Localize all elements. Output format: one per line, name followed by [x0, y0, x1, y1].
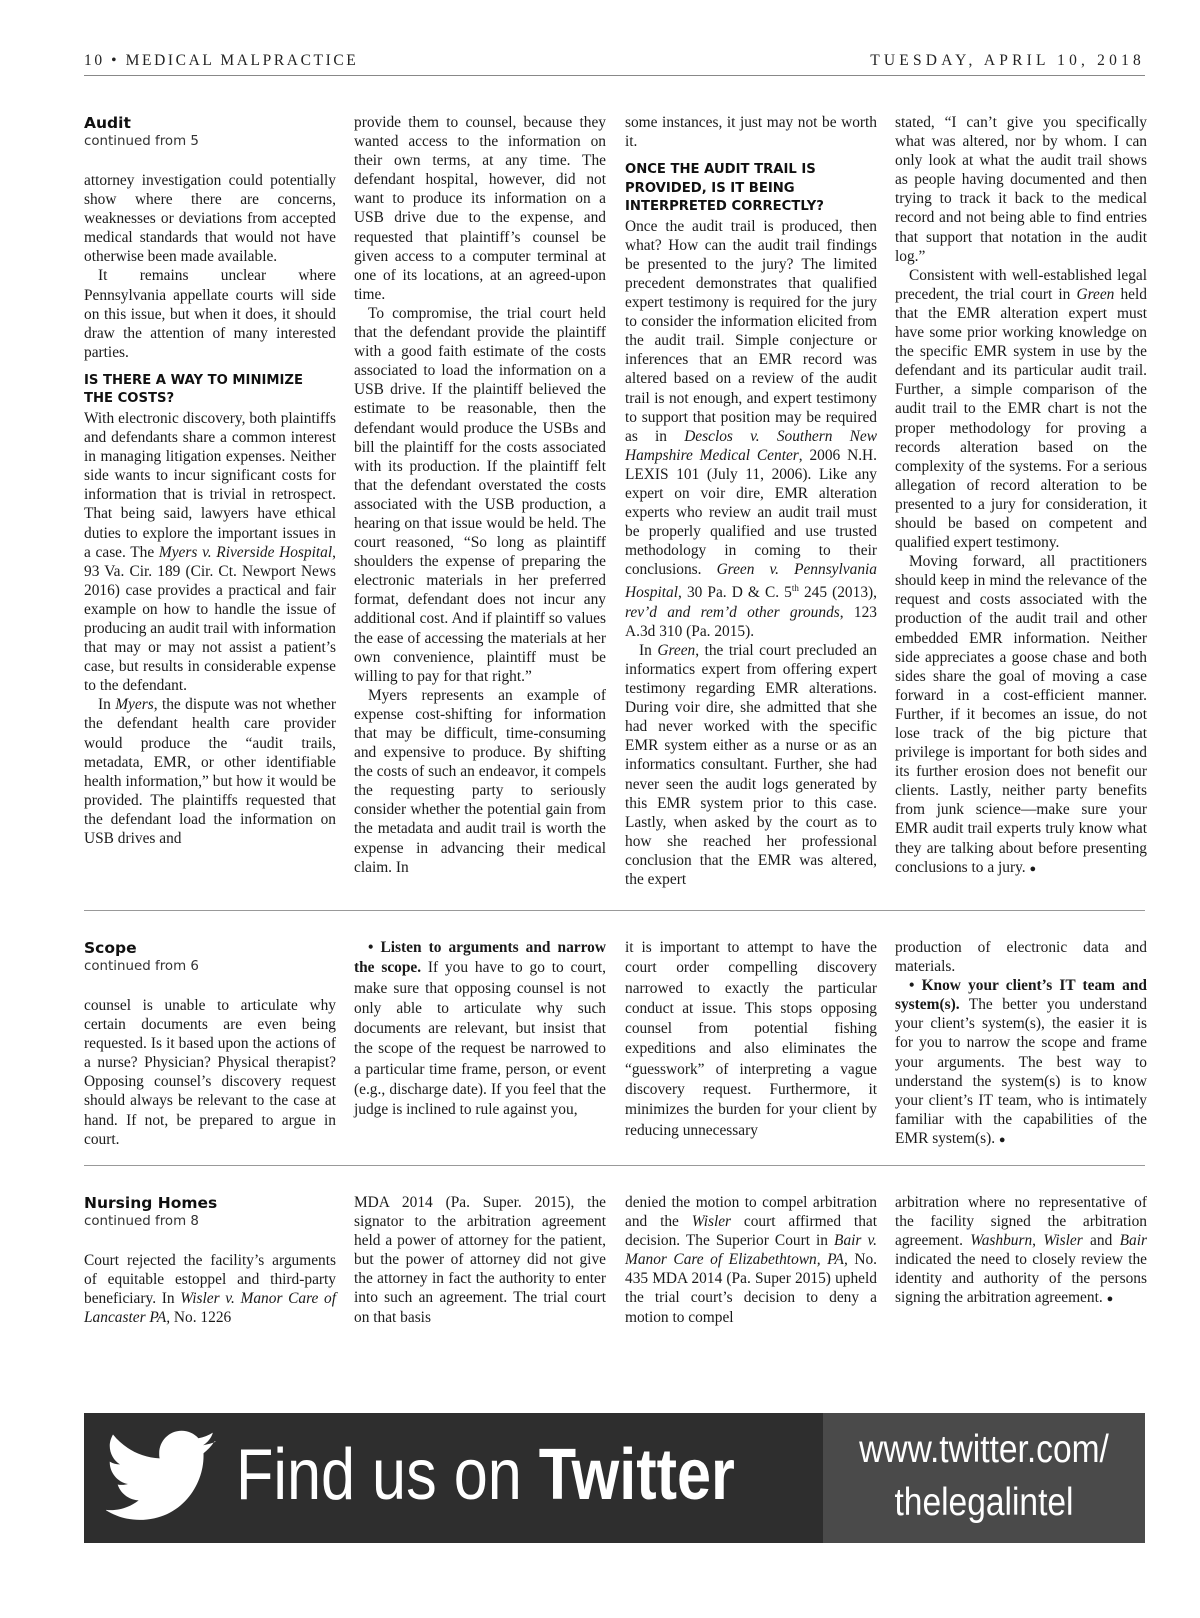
audit-paragraph: In Myers, the dispute was not whether the defendant health care provider would produce the “audit trails, metadata, EMR, or other identifiable health information,” but how it would be provided. The plaintiffs requested that the defendant load the information on USB drives and: [84, 696, 336, 847]
twitter-bird-icon: [106, 1429, 218, 1525]
nursing-column-1: [84, 1193, 336, 1327]
case-citation: Bair: [1119, 1232, 1147, 1250]
nursing-paragraph: denied the motion to compel arbitration and the Wisler court affirmed that decision. The Superior Court in Bair v. Manor Care of Elizabethtown, PA, No. 435 MDA 2014 (Pa. Super 2015) upheld the trial court’s decision to deny a motion to compel: [625, 1194, 877, 1326]
audit-paragraph: provide them to counsel, because they wanted access to the information on their own terms, at any time. The defendant hospital, however, did not want to produce its information on a USB drive due to the expense, and requested that plaintiff’s counsel be given access to a computer terminal at one of its locations, at an agreed-upon time.: [354, 114, 606, 303]
case-citation: Green: [1076, 285, 1115, 303]
nursing-column-3: [625, 1193, 877, 1327]
scope-column-4: [895, 938, 1147, 1150]
nursing-column-2: [354, 1193, 606, 1327]
audit-title: Audit: [84, 114, 131, 132]
twitter-banner[interactable]: [84, 1413, 1145, 1543]
section-divider: [84, 910, 1145, 911]
case-citation: Myers: [115, 696, 154, 714]
audit-subhead-costs: IS THERE A WAY TO MINIMIZE THE COSTS?: [84, 372, 303, 407]
twitter-url[interactable]: [823, 1413, 1145, 1543]
audit-subhead-interpretation: ONCE THE AUDIT TRAIL IS PROVIDED, IS IT BEING INTERPRETED CORRECTLY?: [625, 162, 824, 215]
nursing-title: Nursing Homes: [84, 1194, 218, 1212]
audit-continued: continued from 5: [84, 134, 199, 149]
audit-paragraph: In Green, the trial court precluded an informatics expert from offering expert testimony regarding EMR alterations. During voir dire, she admitted that she had never worked with the specific EMR system either as a nurse or as an informatics consultant. Further, she had never seen the audit logs generated by this EMR system prior to this case. Lastly, when asked by the court as to how she reached her professional conclusion that the EMR was altered, the expert: [625, 641, 877, 888]
page-header: [84, 52, 1145, 74]
case-citation: Wisler v. Manor Care of Lancaster PA,: [84, 1290, 337, 1327]
find-us-heading: Find us on Twitter: [236, 1435, 735, 1515]
scope-column-3: [625, 938, 877, 1141]
scope-bullet: • Know your client’s IT team and system(s). The better you understand your client’s system(s), the easier it is for you to narrow the scope and frame your arguments. The best way to understand the system(s) is to know your client’s IT team, who is intimately familiar with the capabilities of the EMR system(s). ●: [895, 977, 1147, 1147]
case-citation: Wisler: [691, 1213, 732, 1231]
end-mark-icon: ●: [1106, 1293, 1114, 1306]
twitter-url-line-1: www.twitter.com/: [859, 1428, 1109, 1471]
audit-paragraph: It remains unclear where Pennsylvania appellate courts will side on this issue, but when it does, it should draw the attention of many interested parties.: [84, 267, 336, 361]
twitter-banner-left: [84, 1413, 823, 1543]
audit-paragraph: Once the audit trail is produced, then what? How can the audit trail findings be presented to the jury? The limited precedent demonstrates that qualified expert testimony is required for the jury to consider the information elicited from the audit trail. Simple conjecture or inferences that an EMR record was altered based on a review of the audit trail is not enough, and expert testimony to support that position may be required as in Desclos v. Southern New Hampshire Medical Center, 2006 N.H. LEXIS 101 (July 11, 2006). Like any expert on voir dire, EMR alteration experts who review an audit trail must be properly qualified and use trusted methodology in coming to their conclusions. Green v. Pennsylvania Hospital, 30 Pa. D & C. 5th 245 (2013), rev’d and rem’d other grounds, 123 A.3d 310 (Pa. 2015).: [625, 217, 878, 640]
case-citation: Green v. Pennsylvania Hospital: [625, 561, 877, 602]
scope-column-1: [84, 938, 336, 1149]
audit-paragraph: Myers represents an example of expense cost-shifting for information that may be difficult, time-consuming and expensive to produce. By shifting the costs of such an endeavor, it compels the requesting party to seriously consider whether the potential gain from the metadata and audit trail is worth the expense in advancing their medical claim. In: [354, 686, 606, 876]
nursing-paragraph: MDA 2014 (Pa. Super. 2015), the signator to the arbitration agreement held a power of attorney for the patient, but the power of attorney did not give the attorney in fact the authority to enter into such an agreement. The trial court on that basis: [354, 1194, 606, 1326]
audit-paragraph: To compromise, the trial court held that the defendant provide the plaintiff with a good faith estimate of the costs associated to load the information on a USB drive. If the plaintiff believed the estimate to be reasonable, then the defendant would produce the USBs and bill the plaintiff for the costs associated with its production. If the plaintiff felt that the defendant overstated the costs associated with the USB production, a hearing on that issue would be held. The court reasoned, “So long as plaintiff shoulders the expense of preparing the electronic materials in her preferred format, defendant does not incur any additional cost. And if plaintiff so values the ease of accessing the materials at her own convenience, plaintiff must be willing to pay for that right.”: [354, 304, 606, 685]
scope-paragraph: counsel is unable to articulate why certain documents are even being requested. Is it based upon the actions of a nurse? Physician? Physical therapist? Opposing counsel’s discovery request should always be relevant to the case at hand. If not, be prepared to argue in court.: [84, 997, 336, 1148]
audit-column-1: [84, 113, 336, 848]
end-mark-icon: ●: [998, 1133, 1006, 1146]
audit-article: [84, 113, 1145, 889]
case-citation: Myers v. Riverside Hospital: [158, 543, 333, 561]
audit-paragraph: stated, “I can’t give you specifically what was altered, nor by whom. I can only look at what the audit trail shows as people having documented and then trying to track it back to the medical record and not being able to find entries that support that notation in the audit log.”: [895, 114, 1147, 265]
scope-column-2: [354, 938, 606, 1121]
audit-paragraph: Consistent with well-established legal precedent, the trial court in Green held that the EMR alteration expert must have some prior working knowledge on the specific EMR system in use by the defendant and its particular audit trail. Further, a simple comparison of the audit trail to the EMR chart is not the proper methodology for proving a records alteration based on the complexity of the systems. For a serious allegation of record alteration to be presented to a jury for consideration, it should be based on competent and qualified expert testimony.: [895, 266, 1147, 552]
header-rule: [84, 75, 1145, 76]
nursing-paragraph: arbitration where no representative of the facility signed the arbitration agreement. Washburn, Wisler and Bair indicated the need to closely review the identity and authority of the persons signing the arbitration agreement. ●: [895, 1194, 1147, 1307]
audit-paragraph: Moving forward, all practitioners should keep in mind the relevance of the request and costs associated with the production of the audit trail and other embedded EMR information. Neither side appreciates a goose chase and both sides share the goal of moving a case forward in a cost-efficient manner. Further, if it becomes an issue, do not lose track of the big picture that privilege is important for both sides and its further erosion does not benefit our clients. Lastly, neither party benefits from junk science—make sure your EMR audit trail experts truly know what they are talking about before presenting conclusions to a jury. ●: [895, 553, 1147, 876]
case-citation: Washburn: [970, 1232, 1033, 1250]
case-citation: Desclos v. Southern New Hampshire Medical Center: [625, 427, 877, 464]
audit-column-3: [625, 113, 877, 889]
audit-column-2: [354, 113, 606, 877]
audit-paragraph: With electronic discovery, both plaintiffs and defendants share a common interest in managing litigation expenses. Neither side wants to incur significant costs for information that is trivial in retrospect. That being said, lawyers have ethical duties to explore the important issues in a case. The Myers v. Riverside Hospital, 93 Va. Cir. 189 (Cir. Ct. Newport News 2016) case provides a practical and fair example on how to handle the issue of producing an audit trail with information that may or may not assist a patient’s case, but results in considerable expense to the defendant.: [84, 409, 336, 695]
scope-title: Scope: [84, 939, 137, 957]
header-date: TUESDAY, APRIL 10, 2018: [870, 52, 1145, 69]
case-citation: Bair v. Manor Care of Elizabethtown, PA,: [625, 1232, 877, 1269]
case-citation: rev’d and rem’d other grounds: [625, 603, 840, 621]
scope-bullet: • Listen to arguments and narrow the scope. If you have to go to court, make sure that opposing counsel is not only able to articulate why such documents are relevant, but insist that the scope of the request be narrowed to a particular time frame, person, or event (e.g., discharge date). If you feel that the judge is inclined to rule against you,: [354, 939, 606, 1119]
twitter-url-line-2: thelegalintel: [894, 1481, 1074, 1524]
end-mark-icon: ●: [1029, 862, 1037, 875]
audit-paragraph: some instances, it just may not be worth it.: [625, 114, 877, 151]
scope-paragraph: it is important to attempt to have the court order compelling discovery narrowed to exactly the particular conduct at issue. This stops opposing counsel from potential fishing expeditions and also eliminates the “guesswork” of interpreting a vague discovery request. Furthermore, it minimizes the burden for your client by reducing unnecessary: [625, 939, 877, 1139]
scope-article: [84, 938, 1145, 1148]
scope-continued: continued from 6: [84, 959, 199, 974]
case-citation: Wisler: [1043, 1232, 1083, 1250]
case-citation: Green: [657, 641, 696, 659]
nursing-homes-article: [84, 1193, 1145, 1333]
section-divider: [84, 1165, 1145, 1166]
header-section-name: 10 • MEDICAL MALPRACTICE: [84, 52, 359, 69]
nursing-continued: continued from 8: [84, 1214, 199, 1229]
audit-column-4: [895, 113, 1147, 879]
audit-paragraph: attorney investigation could potentially show where there are concerns, weaknesses or deviations from accepted medical standards that would not have otherwise been made available.: [84, 172, 336, 266]
nursing-column-4: [895, 1193, 1147, 1310]
nursing-paragraph: Court rejected the facility’s arguments of equitable estoppel and third-party beneficiary. In Wisler v. Manor Care of Lancaster PA, No. 1226: [84, 1252, 337, 1327]
scope-paragraph: production of electronic data and materials.: [895, 939, 1147, 976]
